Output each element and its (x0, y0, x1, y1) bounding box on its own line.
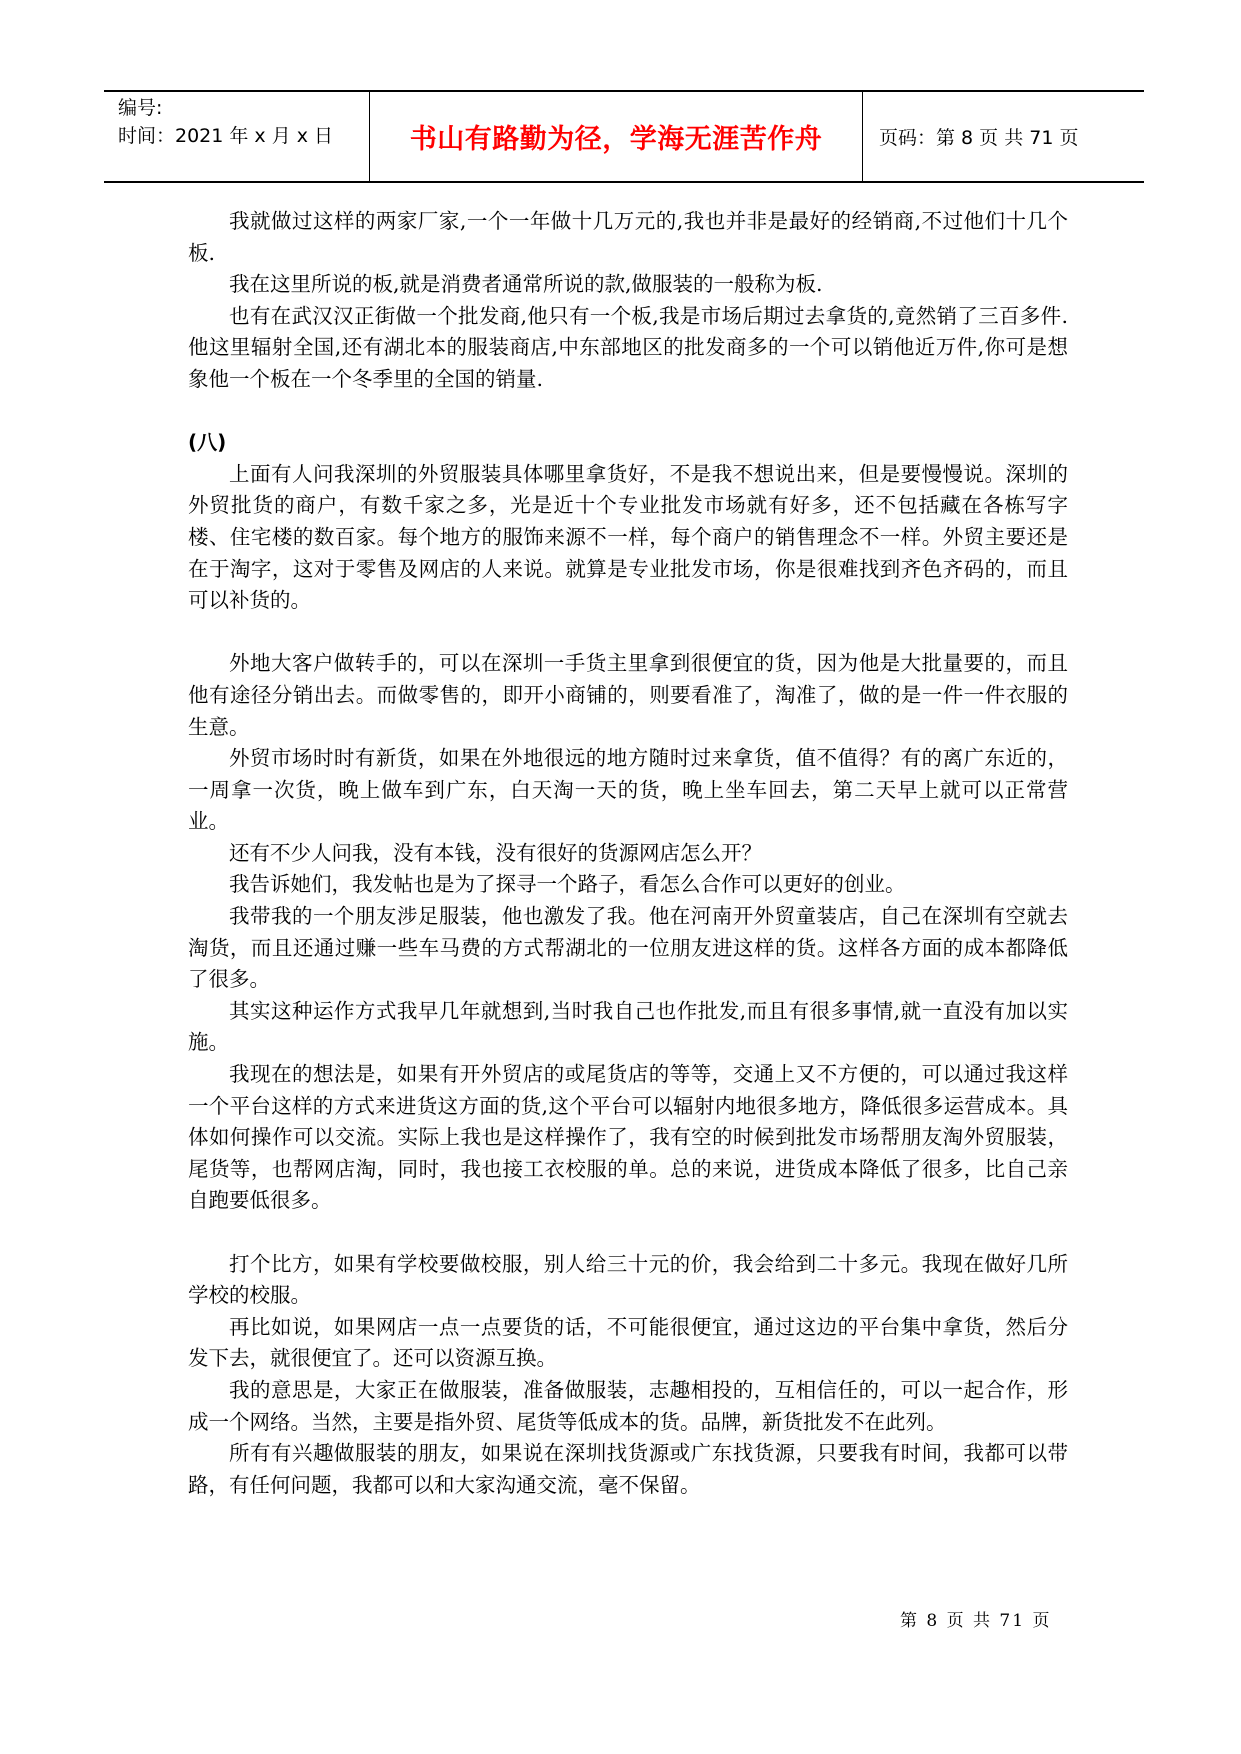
page-footer: 第 8 页 共 71 页 (900, 1611, 1052, 1631)
paragraph-gap (188, 396, 1068, 428)
paragraph: 我在这里所说的板,就是消费者通常所说的款,做服装的一般称为板. (229, 272, 823, 297)
header-meta-cell (104, 92, 370, 181)
paragraph: 我现在的想法是，如果有开外贸店的或尾货店的等等，交通上又不方便的，可以通过我这样一个平台这样的方式来进货这方面的货,这个平台可以辐射内地很多地方，降低很多运营成本。具体如何操作可以交流。实际上我也是这样操作了，我有空的时候到批发市场帮朋友淘外贸服装，尾货等，也帮网店淘，同时，我也接工衣校服的单。总的来说，进货成本降低了很多，比自己亲自跑要低很多。 (188, 1062, 1068, 1213)
document-time-label: 时间：2021 年 x 月 x 日 (118, 125, 334, 147)
page-header (104, 90, 1144, 183)
paragraph: 还有不少人问我，没有本钱，没有很好的货源网店怎么开？ (229, 840, 762, 865)
paragraph: 也有在武汉汉正街做一个批发商,他只有一个板,我是市场后期过去拿货的,竟然销了三百多件.他这里辐射全国,还有湖北本的服装商店,中东部地区的批发商多的一个可以销他近万件,你可是想象他一个板在一个冬季里的全国的销量. (188, 303, 1068, 391)
document-number-label: 编号: (118, 97, 163, 119)
paragraph-gap (188, 617, 1068, 649)
header-page-number: 页码：第 8 页 共 71 页 (879, 127, 1079, 149)
paragraph: 我告诉她们，我发帖也是为了探寻一个路子，看怎么合作可以更好的创业。 (229, 872, 906, 897)
paragraph: 其实这种运作方式我早几年就想到,当时我自己也作批发,而且有很多事情,就一直没有加以实施。 (188, 998, 1068, 1055)
paragraph: 外贸市场时时有新货，如果在外地很远的地方随时过来拿货，值不值得？有的离广东近的，一周拿一次货，晚上做车到广东，白天淘一天的货，晚上坐车回去，第二天早上就可以正常营业。 (188, 746, 1068, 834)
paragraph: 外地大客户做转手的，可以在深圳一手货主里拿到很便宜的货，因为他是大批量要的，而且他有途径分销出去。而做零售的，即开小商铺的，则要看准了，淘准了，做的是一件一件衣服的生意。 (188, 651, 1068, 739)
paragraph: 我带我的一个朋友涉足服装，他也激发了我。他在河南开外贸童装店，自己在深圳有空就去淘货，而且还通过赚一些车马费的方式帮湖北的一位朋友进这样的货。这样各方面的成本都降低了很多。 (188, 904, 1068, 992)
paragraph: 上面有人问我深圳的外贸服装具体哪里拿货好，不是我不想说出来，但是要慢慢说。深圳的外贸批货的商户，有数千家之多，光是近十个专业批发市场就有好多，还不包括藏在各栋写字楼、住宅楼的数百家。每个地方的服饰来源不一样，每个商户的销售理念不一样。外贸主要还是在于淘字，这对于零售及网店的人来说。就算是专业批发市场，你是很难找到齐色齐码的，而且可以补货的。 (188, 461, 1068, 613)
header-motto: 书山有路勤为径，学海无涯苦作舟 (370, 92, 863, 181)
paragraph-gap (188, 1217, 1068, 1249)
document-body (188, 206, 1068, 1501)
paragraph: 再比如说，如果网店一点一点要货的话，不可能很便宜，通过这边的平台集中拿货，然后分发下去，就很便宜了。还可以资源互换。 (188, 1314, 1068, 1371)
section-heading: (八) (188, 430, 227, 455)
paragraph: 我的意思是，大家正在做服装，准备做服装，志趣相投的，互相信任的，可以一起合作，形成一个网络。当然，主要是指外贸、尾货等低成本的货。品牌，新货批发不在此列。 (188, 1377, 1068, 1434)
paragraph: 我就做过这样的两家厂家,一个一年做十几万元的,我也并非是最好的经销商,不过他们十几个板. (188, 209, 1068, 265)
paragraph: 所有有兴趣做服装的朋友，如果说在深圳找货源或广东找货源，只要我有时间，我都可以带路，有任何问题，我都可以和大家沟通交流，毫不保留。 (188, 1441, 1068, 1497)
paragraph: 打个比方，如果有学校要做校服，别人给三十元的价，我会给到二十多元。我现在做好几所学校的校服。 (188, 1251, 1068, 1308)
